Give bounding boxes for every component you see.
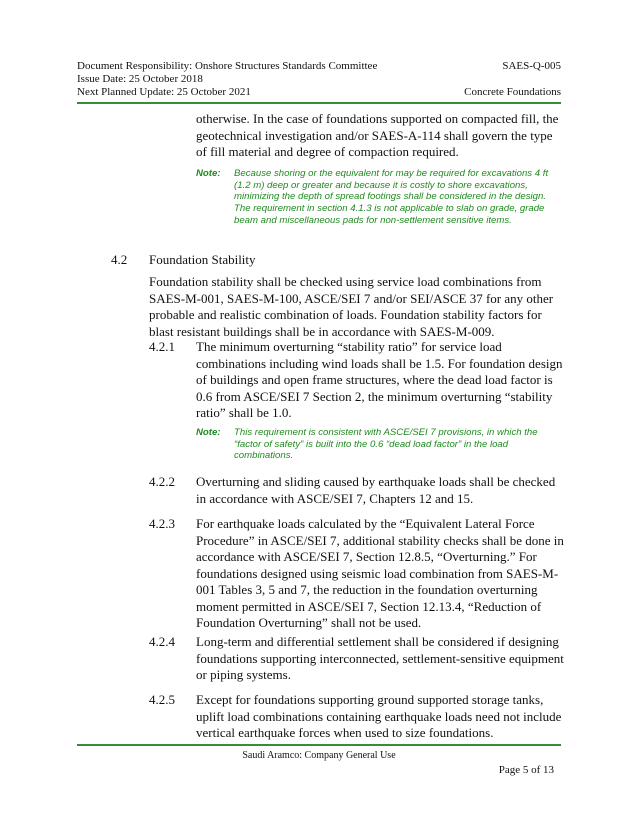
page-header xyxy=(77,60,561,99)
classification-label: Saudi Aramco: Company General Use xyxy=(242,750,396,761)
intro-paragraph: otherwise. In the case of foundations supported on compacted fill, the geotechnical investigation and/or SAES-A-114 shall govern the type of fill material and degree of compaction required. xyxy=(196,111,559,159)
page-number: Page 5 of 13 xyxy=(498,764,554,776)
note-text: This requirement is consistent with ASCE/SEI 7 provisions, in which the “factor of safety” is built into the 0.6 “dead load factor” in the load combinations. xyxy=(234,427,538,462)
note-label: Note: xyxy=(196,427,221,438)
item-text: Overturning and sliding caused by earthquake loads shall be checked in accordance with ASCE/SEI 7, Chapters 12 and 15. xyxy=(196,474,556,506)
item-number: 4.2.2 xyxy=(149,474,175,489)
note-factor-of-safety xyxy=(196,427,564,462)
doc-id: SAES-Q-005 xyxy=(502,60,561,72)
doc-responsibility: Document Responsibility: Onshore Structures Standards Committee xyxy=(77,60,378,72)
issue-date: Issue Date: 25 October 2018 xyxy=(77,73,203,85)
note-label: Note: xyxy=(196,168,221,179)
item-number: 4.2.1 xyxy=(149,339,175,354)
item-text: Long-term and differential settlement shall be considered if designing foundations supporting interconnected, settlement-sensitive equipment or piping systems. xyxy=(196,634,564,682)
header-rule xyxy=(77,102,561,104)
item-text: Except for foundations supporting ground supported storage tanks, uplift load combinations containing earthquake loads need not include vertical earthquake forces when used to size foundations. xyxy=(196,692,562,740)
section-title: Foundation Stability xyxy=(149,252,256,267)
item-number: 4.2.5 xyxy=(149,692,175,707)
item-number: 4.2.4 xyxy=(149,634,175,649)
footer-rule xyxy=(77,744,561,746)
doc-title: Concrete Foundations xyxy=(464,86,561,98)
note-text: Because shoring or the equivalent for may be required for excavations 4 ft (1.2 m) deep or greater and because it is costly to shore excavations, minimizing the depth of spread footings shall be considered in the design. The requirement in section 4.1.3 is not applicable to slab on grade, grade beam and miscellaneous pads for non-settlement sensitive items. xyxy=(234,168,549,226)
section-number: 4.2 xyxy=(111,252,128,267)
note-excavation xyxy=(196,168,564,227)
item-text: For earthquake loads calculated by the “Equivalent Lateral Force Procedure” in ASCE/SEI 7, additional stability checks shall be done in accordance with ASCE/SEI 7, Section 12.8.5, “Overturning.” For foundations designed using seismic load combination from SAES-M-001 Tables 3, 5 and 7, the reduction in the foundation overturning moment permitted in ASCE/SEI 7, Section 12.13.4, “Reduction of Foundation Overturning” shall not be used. xyxy=(196,516,564,630)
item-number: 4.2.3 xyxy=(149,516,175,531)
next-update: Next Planned Update: 25 October 2021 xyxy=(77,86,251,98)
item-text: The minimum overturning “stability ratio” for service load combinations including wind loads shall be 1.5. For foundation design of buildings and open frame structures, where the dead load factor is 0.6 from ASCE/SEI 7 Section 2, the minimum overturning “stability ratio” shall be 1.0. xyxy=(196,339,563,420)
section-paragraph: Foundation stability shall be checked using service load combinations from SAES-M-001, SAES-M-100, ASCE/SEI 7 and/or SEI/ASCE 37 for any other probable and realistic combination of loads. Foundation stability factors for blast resistant buildings shall be in accordance with SAES-M-009. xyxy=(149,274,554,339)
